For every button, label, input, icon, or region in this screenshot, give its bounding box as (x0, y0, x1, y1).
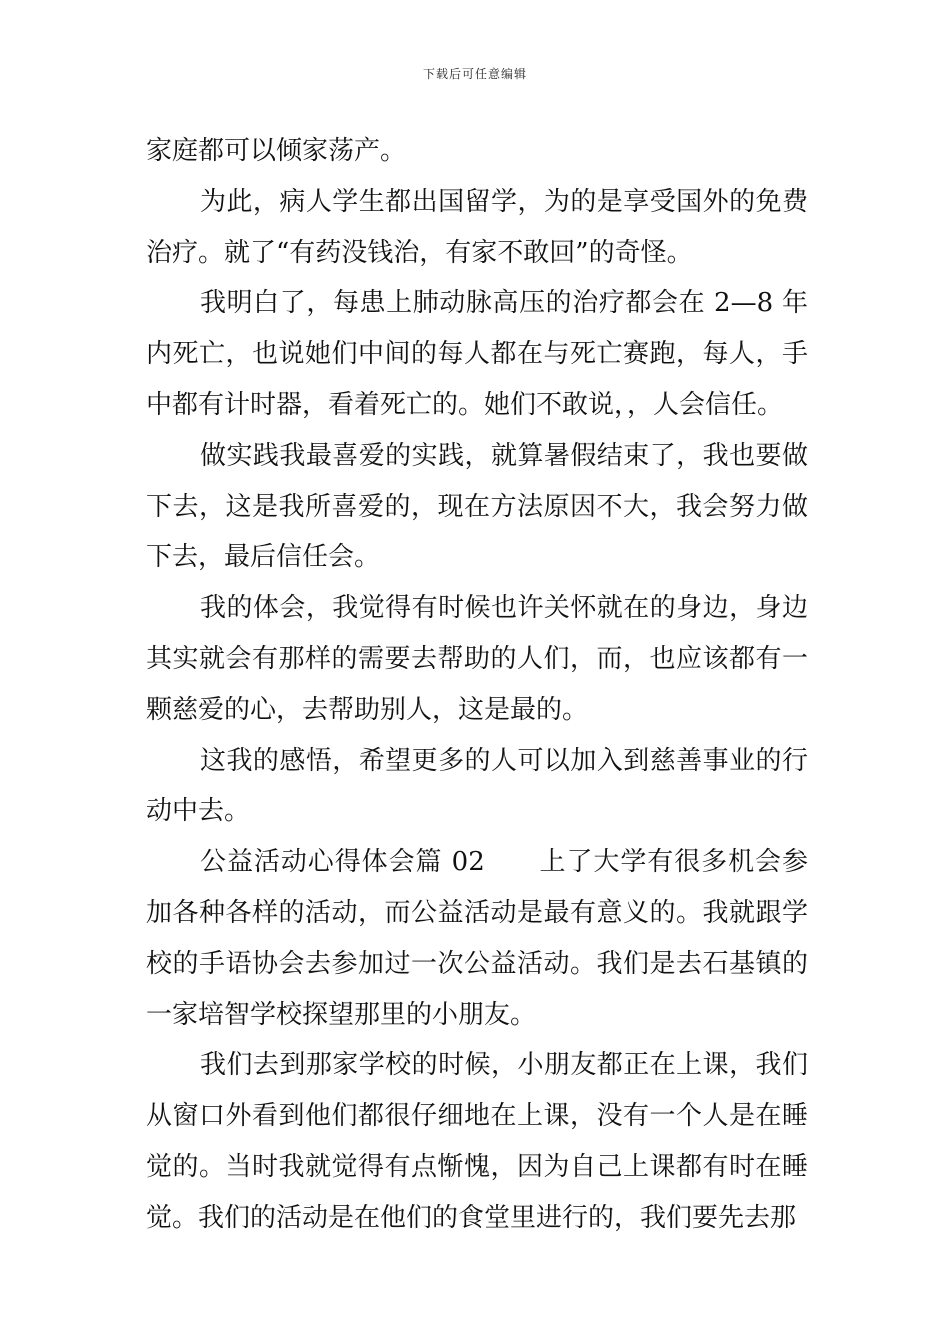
paragraph-2: 为此，病人学生都出国留学，为的是享受国外的免费治疗。就了“有药没钱治，有家不敢回”的奇怪。 (146, 186, 808, 268)
paragraph-7: 公益活动心得体会篇 02 上了大学有很多机会参加各种各样的活动，而公益活动是最有意义的。我就跟学校的手语协会去参加过一次公益活动。我们是去石基镇的一家培智学校探望那里的小朋友。 (146, 847, 808, 1030)
paragraph-8: 我们去到那家学校的时候，小朋友都正在上课，我们从窗口外看到他们都很仔细地在上课，没有一个人是在睡觉的。当时我就觉得有点惭愧，因为自己上课都有时在睡觉。我们的活动是在他们的食堂里进行的，我们要先去那 (146, 1050, 808, 1233)
document-body (146, 126, 808, 1244)
paragraph-4: 做实践我最喜爱的实践，就算暑假结束了，我也要做下去，这是我所喜爱的，现在方法原因不大，我会努力做下去，最后信任会。 (146, 440, 808, 573)
paragraph-1: 家庭都可以倾家荡产。 (146, 136, 407, 166)
page-header: 下载后可任意编辑 (422, 67, 527, 81)
paragraph-5: 我的体会，我觉得有时候也许关怀就在的身边，身边其实就会有那样的需要去帮助的人们，而，也应该都有一颗慈爱的心，去帮助别人，这是最的。 (146, 593, 808, 725)
paragraph-6: 这我的感悟，希望更多的人可以加入到慈善事业的行动中去。 (146, 745, 808, 827)
paragraph-3: 我明白了，每患上肺动脉高压的治疗都会在 2—8 年内死亡，也说她们中间的每人都在与死亡赛跑，每人，手中都有计时器，看着死亡的。她们不敢说，，人会信任。 (146, 288, 808, 420)
